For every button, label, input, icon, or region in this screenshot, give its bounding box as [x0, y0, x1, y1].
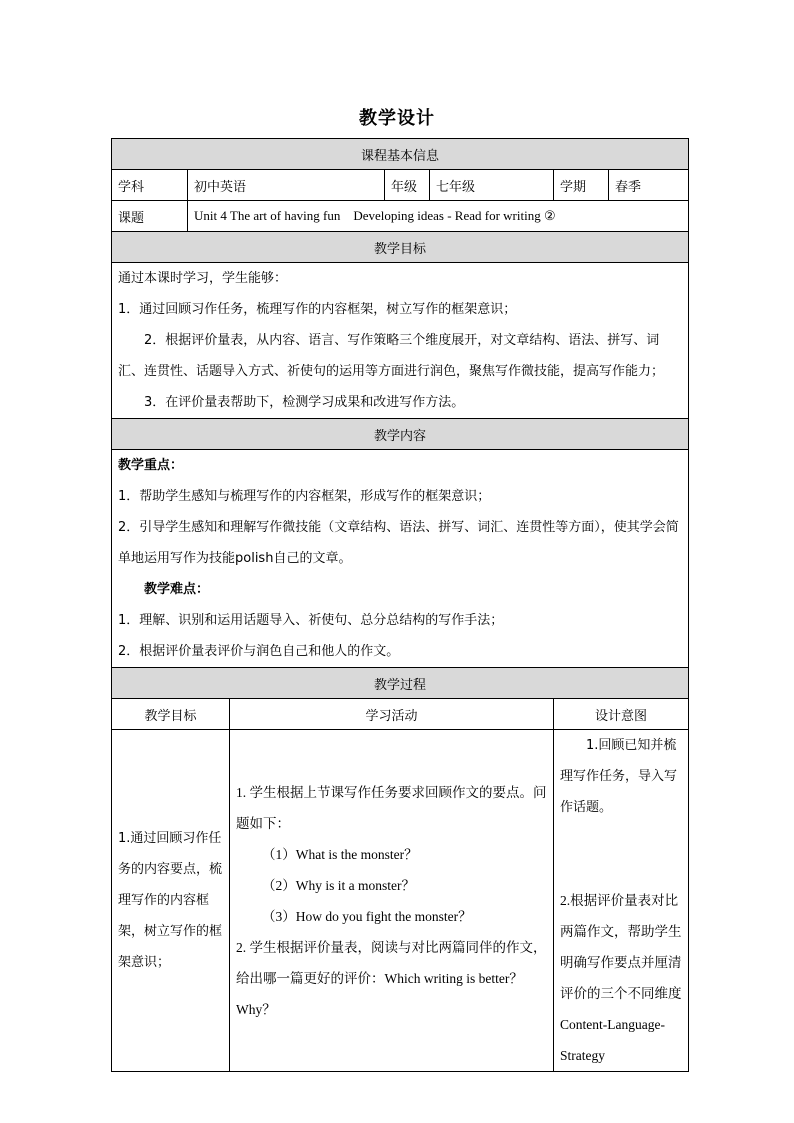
difficult-point-2: 2．根据评价量表评价与润色自己和他人的作文。 [118, 644, 400, 659]
topic-label: 课题 [112, 201, 188, 232]
section-basic-info: 课程基本信息 [112, 139, 689, 170]
intent-2: 2.根据评价量表对比两篇作文，帮助学生明确写作要点并厘清评价的三个不同维度Content-Language-Strategy [560, 893, 682, 1063]
objectives-intro: 通过本课时学习，学生能够： [118, 271, 288, 286]
section-content: 教学内容 [112, 419, 689, 450]
key-point-2: 2．引导学生感知和理解写作微技能（文章结构、语法、拼写、词汇、连贯性等方面），使其学会简单地运用写作为技能polish自己的文章。 [118, 520, 679, 566]
subject-label: 学科 [112, 170, 188, 201]
activity-1: 1. 学生根据上节课写作任务要求回顾作文的要点。问题如下： [236, 784, 547, 831]
key-points-label: 教学重点： [118, 458, 184, 473]
objective-item-2: 2．根据评价量表，从内容、语言、写作策略三个维度展开，对文章结构、语法、拼写、词汇、连贯性、话题导入方式、祈使句的运用等方面进行润色，聚焦写作微技能，提高写作能力； [118, 333, 665, 379]
question-3: （3）How do you fight the monster？ [262, 908, 472, 924]
intent-spacer [560, 823, 682, 885]
process-goal [112, 730, 230, 1072]
subject-value: 初中英语 [188, 170, 385, 201]
objective-item-3: 3．在评价量表帮助下，检测学习成果和改进写作方法。 [144, 395, 465, 410]
activity-2: 2. 学生根据评价量表，阅读与对比两篇同伴的作文，给出哪一篇更好的评价：Which writing is better？ Why？ [236, 939, 547, 1017]
process-header-goal: 教学目标 [112, 699, 230, 730]
term-label: 学期 [554, 170, 609, 201]
objectives-body [112, 263, 689, 419]
lesson-plan-table [111, 138, 689, 1072]
process-activity [230, 730, 554, 1072]
difficult-point-1: 1．理解、识别和运用话题导入、祈使句、总分总结构的写作手法； [118, 613, 504, 628]
process-goal-text: 1.通过回顾习作任务的内容要点，梳理写作的内容框架，树立写作的框架意识； [118, 831, 223, 970]
document-title: 教学设计 [359, 108, 435, 129]
grade-label: 年级 [385, 170, 430, 201]
question-1: （1）What is the monster？ [262, 846, 418, 862]
difficult-points-label: 教学难点： [144, 582, 210, 597]
topic-value: Unit 4 The art of having fun Developing ideas - Read for writing ② [188, 201, 689, 232]
term-value: 春季 [609, 170, 689, 201]
section-objectives: 教学目标 [112, 232, 689, 263]
key-point-1: 1．帮助学生感知与梳理写作的内容框架，形成写作的框架意识； [118, 489, 491, 504]
intent-1: 1.回顾已知并梳理写作任务，导入写作话题。 [560, 738, 678, 815]
objective-item-1: 1．通过回顾习作任务，梳理写作的内容框架，树立写作的框架意识； [118, 302, 517, 317]
process-header-activity: 学习活动 [230, 699, 554, 730]
section-process: 教学过程 [112, 668, 689, 699]
process-intent [554, 730, 689, 1072]
question-2: （2）Why is it a monster？ [262, 877, 415, 893]
grade-value: 七年级 [430, 170, 554, 201]
content-body [112, 450, 689, 668]
process-header-intent: 设计意图 [554, 699, 689, 730]
